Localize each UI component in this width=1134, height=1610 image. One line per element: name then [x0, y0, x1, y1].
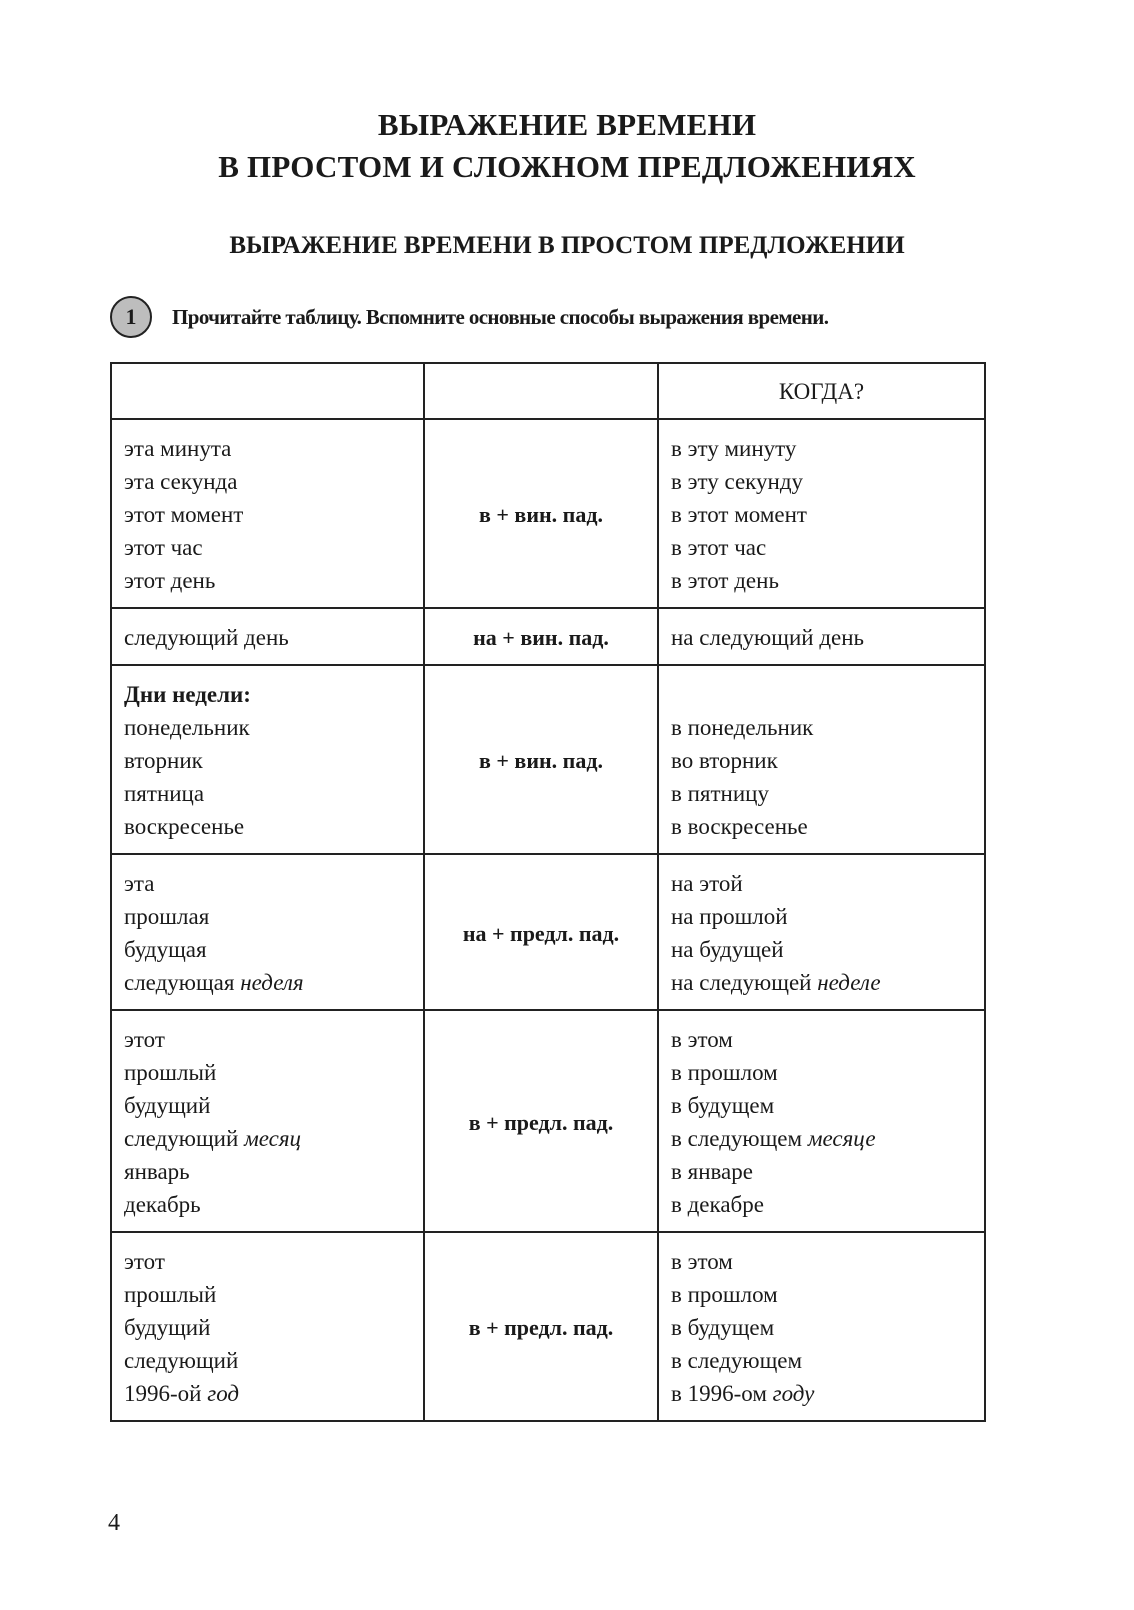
right-line: в январе — [671, 1159, 753, 1184]
rule-cell: в + вин. пад. — [424, 665, 658, 854]
section-subtitle: ВЫРАЖЕНИЕ ВРЕМЕНИ В ПРОСТОМ ПРЕДЛОЖЕНИИ — [229, 232, 905, 259]
right-line: в этот день — [671, 568, 779, 593]
left-line: вторник — [124, 748, 203, 773]
left-line — [124, 1377, 423, 1410]
table-row — [111, 1010, 985, 1232]
left-cell — [111, 854, 424, 1010]
left-line: прошлый — [124, 1282, 217, 1307]
right-line: в понедельник — [671, 715, 814, 740]
header-cell-2 — [424, 363, 658, 419]
page-number: 4 — [108, 1510, 120, 1536]
right-cell — [658, 1010, 985, 1232]
right-line: на будущей — [671, 937, 784, 962]
table-row — [111, 419, 985, 608]
right-cell — [658, 1232, 985, 1421]
left-line: следующий — [124, 1348, 239, 1373]
left-line-italic: месяц — [244, 1126, 302, 1151]
right-line: в пятницу — [671, 781, 769, 806]
left-heading: Дни недели: — [124, 682, 251, 707]
right-cell — [658, 608, 985, 665]
time-expressions-table — [110, 362, 986, 1422]
rule-cell: в + предл. пад. — [424, 1010, 658, 1232]
exercise-number-badge: 1 — [110, 296, 152, 338]
header-cell-1 — [111, 363, 424, 419]
rule-cell: на + предл. пад. — [424, 854, 658, 1010]
left-line-italic: неделя — [240, 970, 304, 995]
right-line-italic: месяце — [807, 1126, 876, 1151]
table-row — [111, 854, 985, 1010]
exercise-instruction — [110, 296, 828, 338]
left-line: прошлый — [124, 1060, 217, 1085]
left-line — [124, 1122, 423, 1155]
left-line-plain: 1996-ой — [124, 1381, 202, 1406]
right-line — [671, 1122, 984, 1155]
left-line-plain: следующая — [124, 970, 235, 995]
left-line: будущая — [124, 937, 207, 962]
right-line: в будущем — [671, 1093, 775, 1118]
left-line — [124, 966, 423, 999]
table-header-row — [111, 363, 985, 419]
right-line-plain: на следующей — [671, 970, 812, 995]
table-row — [111, 1232, 985, 1421]
left-line: этот час — [124, 535, 203, 560]
header-cell-when: КОГДА? — [658, 363, 985, 419]
right-cell — [658, 854, 985, 1010]
left-line: пятница — [124, 781, 205, 806]
left-line: эта минута — [124, 436, 232, 461]
left-cell — [111, 1232, 424, 1421]
right-line: в прошлом — [671, 1060, 778, 1085]
right-line-plain: в следующем — [671, 1126, 803, 1151]
rule-cell: в + вин. пад. — [424, 419, 658, 608]
left-cell — [111, 608, 424, 665]
left-line: этот — [124, 1249, 165, 1274]
left-line: понедельник — [124, 715, 250, 740]
left-line: следующий день — [124, 625, 289, 650]
right-line-italic: неделе — [817, 970, 881, 995]
table-row — [111, 608, 985, 665]
left-line: этот — [124, 1027, 165, 1052]
left-line-italic: год — [207, 1381, 240, 1406]
page-title-line-2: В ПРОСТОМ И СЛОЖНОМ ПРЕДЛОЖЕНИЯХ — [218, 149, 916, 184]
right-line: на этой — [671, 871, 743, 896]
left-cell — [111, 1010, 424, 1232]
right-line: в этом — [671, 1249, 733, 1274]
right-line: на прошлой — [671, 904, 788, 929]
right-line-italic: году — [772, 1381, 815, 1406]
left-line: этот момент — [124, 502, 244, 527]
rule-cell: в + предл. пад. — [424, 1232, 658, 1421]
right-line: в эту минуту — [671, 436, 797, 461]
page-title-line-1: ВЫРАЖЕНИЕ ВРЕМЕНИ — [377, 107, 757, 142]
left-line: этот день — [124, 568, 216, 593]
right-line-plain: в 1996-ом — [671, 1381, 767, 1406]
left-line: будущий — [124, 1315, 211, 1340]
rule-cell: на + вин. пад. — [424, 608, 658, 665]
right-cell — [658, 419, 985, 608]
left-line: прошлая — [124, 904, 210, 929]
left-line: эта секунда — [124, 469, 238, 494]
left-line: воскресенье — [124, 814, 245, 839]
right-line: в декабре — [671, 1192, 764, 1217]
left-line: эта — [124, 871, 155, 896]
right-line: в воскресенье — [671, 814, 808, 839]
right-line — [671, 966, 984, 999]
right-line: во вторник — [671, 748, 778, 773]
right-line: в этот час — [671, 535, 767, 560]
left-cell — [111, 419, 424, 608]
left-line-plain: следующий — [124, 1126, 239, 1151]
right-spacer — [671, 678, 984, 711]
right-cell — [658, 665, 985, 854]
exercise-text: Прочитайте таблицу. Вспомните основные способы выражения времени. — [172, 304, 829, 329]
right-line: в будущем — [671, 1315, 775, 1340]
right-line: в этот момент — [671, 502, 807, 527]
right-line: в прошлом — [671, 1282, 778, 1307]
left-cell — [111, 665, 424, 854]
page-title — [0, 104, 1134, 188]
right-line: на следующий день — [671, 625, 865, 650]
right-line: в эту секунду — [671, 469, 804, 494]
right-line — [671, 1377, 984, 1410]
right-line: в следующем — [671, 1348, 803, 1373]
left-line: декабрь — [124, 1192, 201, 1217]
left-line: будущий — [124, 1093, 211, 1118]
right-line: в этом — [671, 1027, 733, 1052]
left-line: январь — [124, 1159, 190, 1184]
table-row — [111, 665, 985, 854]
